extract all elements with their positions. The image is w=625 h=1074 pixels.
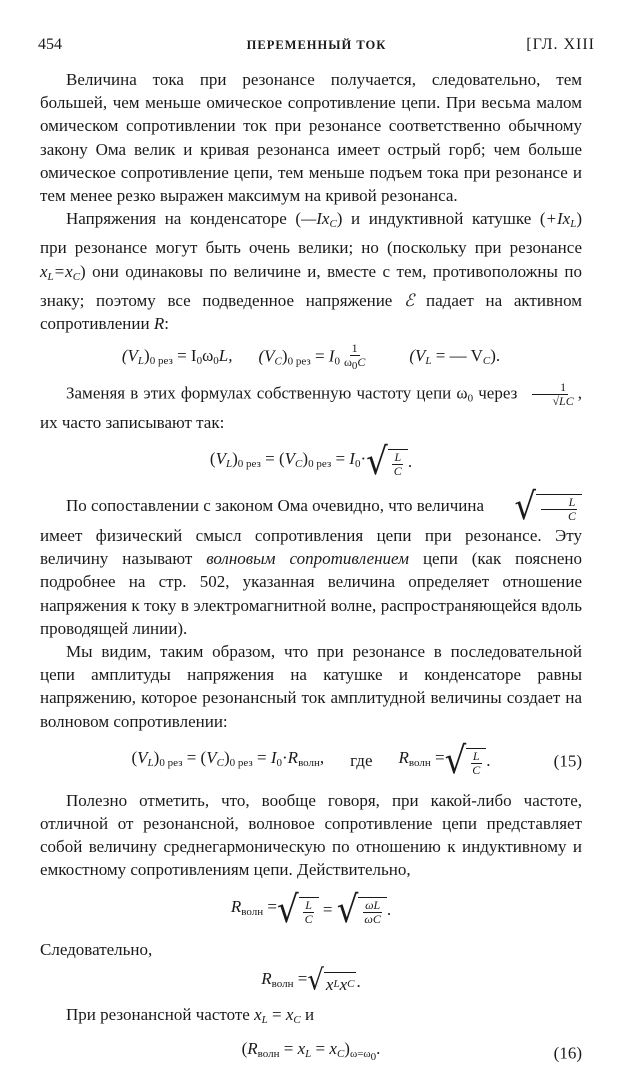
paragraph-7: Следовательно, — [40, 939, 153, 959]
equation-16: $(R_{волн} = x_L = x_C)_{\omega=\omega_0}$. (16) — [241, 1038, 582, 1063]
paragraph-2: Напряжения на конденсаторе $(—Ix_C)$ и индуктивной катушке $(+Ix_L)$ при резонансе могут быть очень велики; но (поскольку при резонансе $x_L=x_C$) они одинаковы по величине и, вместе с тем, противоположны по знаку; поэтому все подведенное напряжение ℰ падает на активном сопротивлении R: — [40, 209, 583, 334]
paragraph-4: По сопоставлении с законом Ома очевидно, что величина √ $\frac{L}{C}$ имеет физический смысл сопротивления цепи при резонансе. Эту величину называют волновым сопротивлением цепи (как пояснено подробнее на стр. 502, указанная величина определяет отношение напряжения к току в электромагнитной волне, распространяющейся вдоль проводящей линии). — [40, 485, 583, 638]
paragraph-1: Величина тока при резонансе получается, следовательно, тем большей, чем меньше омическое сопротивление цепи. При весьма малом омическом сопротивлении ток при резонансе соответственно обычному закону Ома велик и кривая резонанса имеет острый горб; чем больше омическое сопротивление цепи, тем меньше подъем тока при резонансе и тем менее резко выражен максимум на кривой резонанса. — [40, 70, 582, 206]
equation-geometric-mean: $R_{волн}$ = √ x L x C . — [261, 964, 361, 998]
running-title: ПЕРЕМЕННЫЙ ТОК — [246, 38, 387, 52]
equation-number-16: (16) — [553, 1043, 582, 1063]
paragraph-5: Мы видим, таким образом, что при резонансе в последовательной цепи амплитуды напряжения на катушке и конденсаторе равны напряжению, которое резонансный ток амплитудной величины создает на волновом сопротивлении: — [40, 642, 582, 731]
equation-resonance-voltages: $(V_L)_{0 рез} = I_0\omega_0L$, $(V_C)_{0 рез} = I_0$ $\frac{1}{\omega_0C}$ ($V_L$ = — $V_C$). — [121, 341, 501, 373]
paragraph-3: Заменяя в этих формулах собственную частоту цепи $\omega_0$ через $\frac{1}{√LC}$ , их часто записывают так: — [40, 380, 582, 432]
equation-wave-resistance: $R_{волн}$ = √ $\frac{L}{C}$ = √ $\frac{\omega L}{\omega C}$ . — [230, 887, 392, 932]
equation-voltage-sqrt: $(V_L)_{0 рез} = (V_C)_{0 рез} = I_0\cdot$ √ $\frac{L}{C}$ . — [209, 440, 413, 485]
chapter-label: [ГЛ. XIII — [526, 36, 595, 53]
paragraph-6: Полезно отметить, что, вообще говоря, при какой-либо частоте, отличной от резонансной, волновое сопротивление цепи представляет собой величину среднегармоническую по отношению к индуктивному и емкостному сопротивлениям цепи. Действительно, — [40, 790, 582, 880]
page-body — [40, 68, 582, 1074]
page-number: 454 — [38, 36, 62, 53]
equation-15: $(V_L)_{0 рез} = (V_C)_{0 рез} = I_0\cdot R_{волн}$, где $R_{волн}$ = √ $\frac{L}{C}$ . (15) — [131, 738, 582, 783]
equation-number-15: (15) — [553, 751, 582, 771]
paragraph-8: При резонансной частоте $x_L = x_C$ и — [66, 1004, 315, 1026]
page-header — [38, 36, 595, 58]
